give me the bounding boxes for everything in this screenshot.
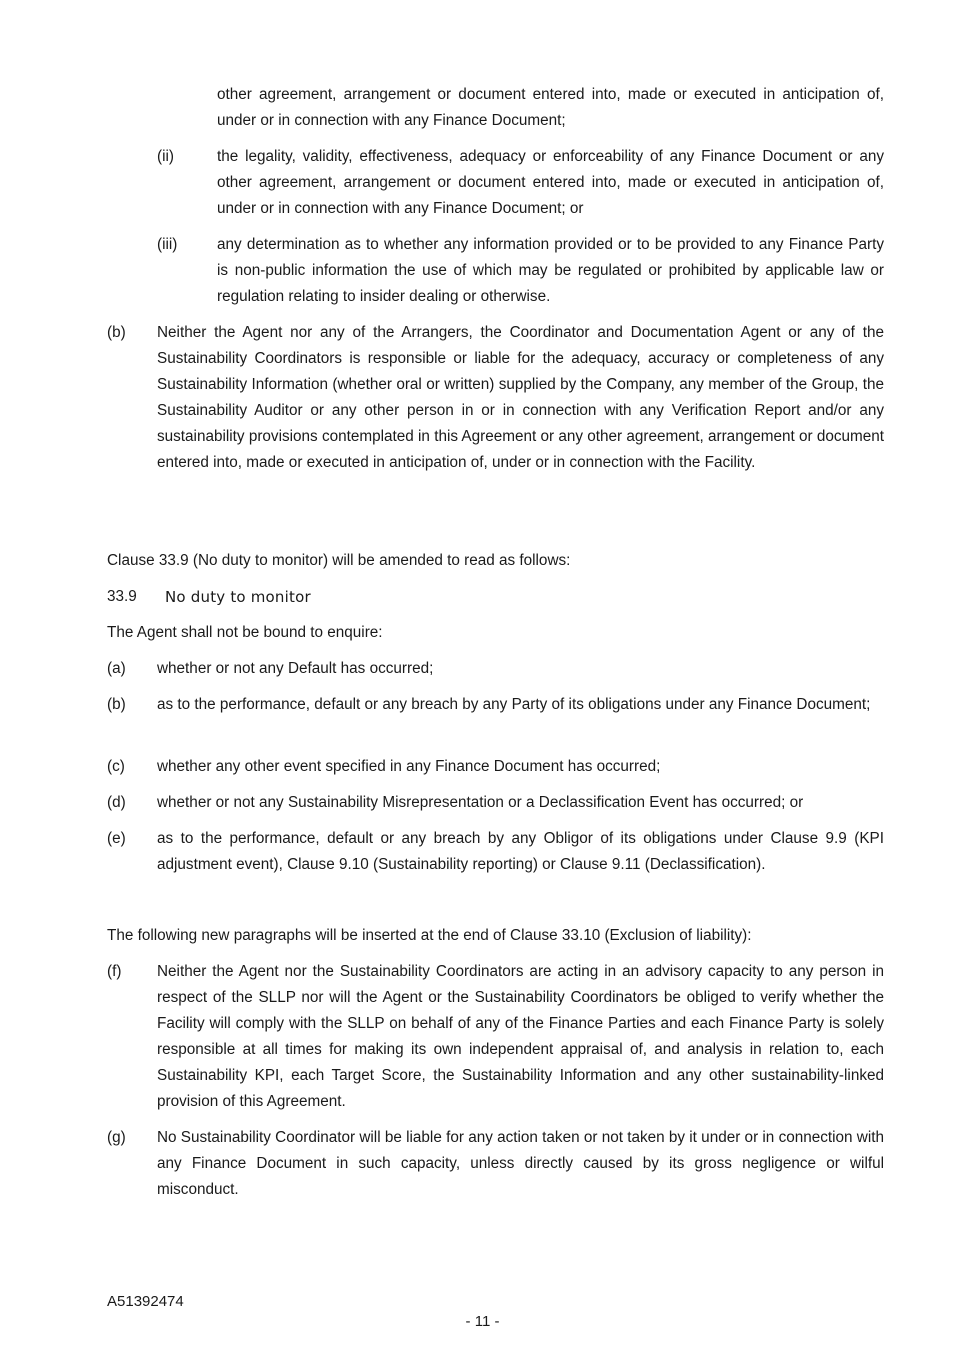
item-text: the legality, validity, effectiveness, adequacy or enforceability of any Finance Document or any other agreement, arrangement or document entered into, made or executed in anticipation of, under or in connection with any Finance Document; or — [217, 148, 884, 217]
list-item-label: (c) — [107, 758, 125, 775]
page-number: - 11 - — [465, 1313, 500, 1330]
list-item-label: (d) — [107, 794, 126, 811]
item-text: any determination as to whether any information provided or to be provided to any Finance Party is non-public information the use of which may be regulated or prohibited by applicable law or regulation relating to insider dealing or otherwise. — [217, 236, 884, 305]
list-item-label: (a) — [107, 660, 126, 677]
clause-heading-number: 33.9 — [107, 588, 137, 605]
item-label: (iii) — [157, 236, 178, 253]
amendment-intro: Clause 33.9 (No duty to monitor) will be amended to read as follows: — [107, 552, 571, 569]
list-item-text: whether or not any Default has occurred; — [157, 660, 434, 677]
list-item-text: as to the performance, default or any breach by any Party of its obligations under any Finance Document; — [157, 696, 871, 713]
clause-heading-title: No duty to monitor — [165, 588, 311, 606]
list-item-text: as to the performance, default or any breach by any Obligor of its obligations under Clause 9.9 (KPI adjustment event), Clause 9.10 (Sustainability reporting) or Clause 9.11 (Declassification). — [157, 830, 884, 873]
continuation-paragraph: other agreement, arrangement or document entered into, made or executed in anticipation of, under or in connection with any Finance Document; — [217, 86, 884, 129]
list-item-text: Neither the Agent nor the Sustainability Coordinators are acting in an advisory capacity to any person in respect of the SLLP nor will the Agent or the Sustainability Coordinators be obliged to verify whether the Facility will comply with the SLLP on behalf of any of the Finance Parties and each Finance Party is solely responsible at all times for making its own independent appraisal of, and analysis in relation to, each Sustainability KPI, each Target Score, the Sustainability Information and any other sustainability-linked provision of this Agreement. — [157, 963, 884, 1110]
list-item-text: whether or not any Sustainability Misrepresentation or a Declassification Event has occurred; or — [157, 794, 804, 811]
list-item-label: (b) — [107, 696, 126, 713]
list-item-text: whether any other event specified in any Finance Document has occurred; — [157, 758, 661, 775]
enquire-intro: The Agent shall not be bound to enquire: — [107, 624, 383, 641]
paragraph-label: (b) — [107, 324, 126, 341]
list-item-label: (e) — [107, 830, 126, 847]
insertion-intro: The following new paragraphs will be inserted at the end of Clause 33.10 (Exclusion of liability): — [107, 927, 752, 944]
list-item-label: (g) — [107, 1129, 126, 1146]
list-item-text: No Sustainability Coordinator will be liable for any action taken or not taken by it under or in connection with any Finance Document in such capacity, unless directly caused by its gross negligence or wilful misconduct. — [157, 1129, 885, 1198]
document-reference: A51392474 — [107, 1293, 184, 1310]
paragraph-text: Neither the Agent nor any of the Arrangers, the Coordinator and Documentation Agent or any of the Sustainability Coordinators is responsible or liable for the adequacy, accuracy or completeness of any Sustainability Information (whether oral or written) supplied by the Company, any member of the Group, the Sustainability Auditor or any other person in or in connection with any Verification Report and/or any sustainability provisions contemplated in this Agreement or any other agreement, arrangement or document entered into, made or executed in anticipation of, under or in connection with the Facility. — [157, 324, 884, 471]
item-label: (ii) — [157, 148, 174, 165]
list-item-label: (f) — [107, 963, 122, 980]
